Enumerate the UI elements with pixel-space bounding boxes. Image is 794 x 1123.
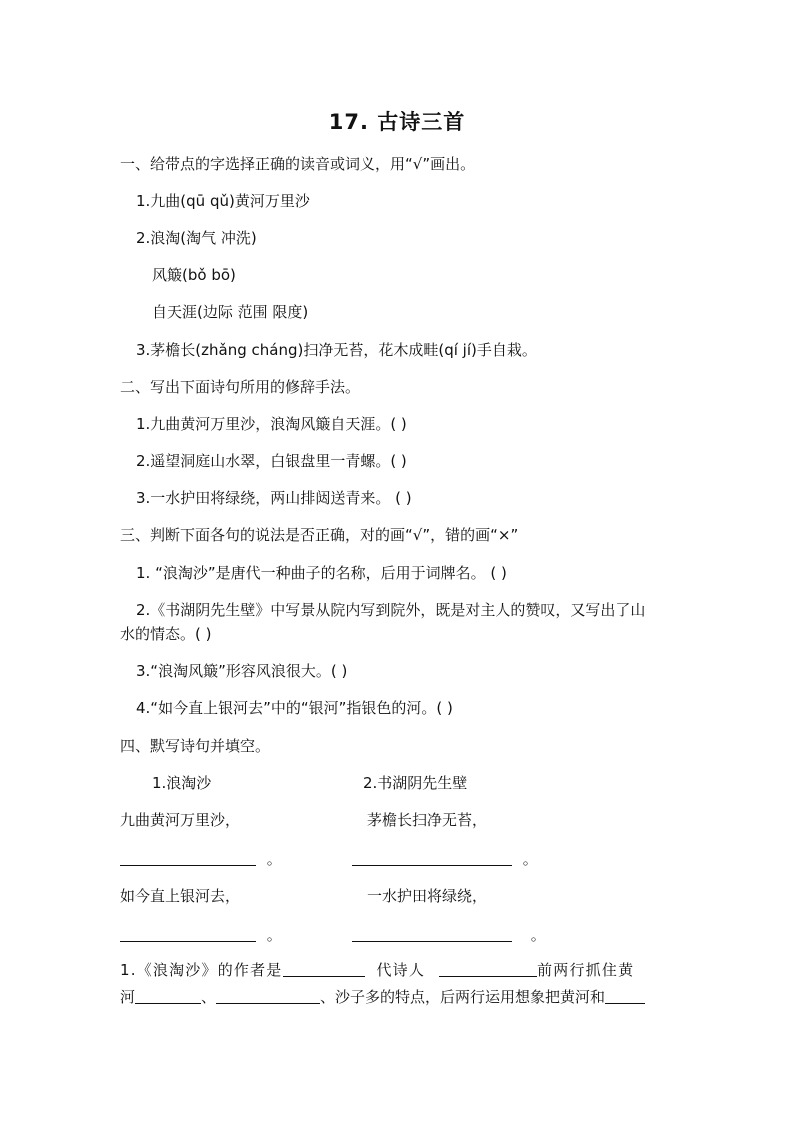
poem1-line2: 如今直上银河去，: [120, 887, 241, 905]
section2-item-1: 1.九曲黄河万里沙，浪淘风簸自天涯。( ): [136, 415, 407, 433]
section3-item-3: 3.“浪淘风簸”形容风浪很大。( ): [136, 662, 348, 680]
poem1-line1: 九曲黄河万里沙，: [120, 811, 241, 829]
answer-blank[interactable]: [135, 987, 201, 1004]
question1-line1: [120, 960, 634, 980]
section2-item-3: 3.一水护田将绿绕，两山排闼送青来。 ( ): [136, 489, 412, 507]
answer-blank[interactable]: [605, 987, 645, 1004]
question1-text: 1.《浪淘沙》的作者是: [120, 961, 283, 979]
poem1-fill-2: [120, 925, 282, 945]
section2-item-2: 2.遥望洞庭山水翠，白银盘里一青螺。( ): [136, 452, 407, 470]
poem2-line1: 茅檐长扫净无苔，: [367, 811, 488, 829]
poem2-fill-2: [352, 925, 546, 945]
period: 。: [522, 850, 538, 868]
poem2-title: 2.书湖阴先生壁: [363, 774, 468, 792]
section1-item-4: 自天涯(边际 范围 限度): [152, 303, 309, 321]
section3-item-1: 1. “浪淘沙”是唐代一种曲子的名称，后用于词牌名。 ( ): [136, 564, 507, 582]
section1-item-2: 2.浪淘(淘气 冲洗): [136, 229, 257, 247]
period: 。: [530, 926, 546, 944]
question1-text: 代诗人: [376, 961, 426, 979]
answer-blank[interactable]: [120, 925, 256, 942]
period: 。: [266, 926, 282, 944]
question1-text: 、沙子多的特点，后两行运用想象把黄河和: [320, 988, 606, 1006]
section3-heading: 三、判断下面各句的说法是否正确，对的画“√”，错的画“×”: [120, 526, 519, 544]
section1-item-1: 1.九曲(qū qǔ)黄河万里沙: [136, 192, 310, 210]
section3-item-4: 4.“如今直上银河去”中的“银河”指银色的河。( ): [136, 699, 453, 717]
question1-text: 河: [120, 988, 136, 1006]
section4-heading: 四、默写诗句并填空。: [120, 737, 271, 755]
section1-item-5: 3.茅檐长(zhǎng cháng)扫净无苔，花木成畦(qí jí)手自栽。: [136, 341, 537, 359]
answer-blank[interactable]: [120, 849, 256, 866]
section1-item-3: 风簸(bǒ bō): [152, 266, 236, 284]
answer-blank[interactable]: [216, 987, 320, 1004]
poem1-fill-1: [120, 849, 282, 869]
section3-item-2: 2.《书湖阴先生壁》中写景从院内写到院外，既是对主人的赞叹，又写出了山: [136, 601, 646, 619]
poem2-fill-1: [352, 849, 538, 869]
answer-blank[interactable]: [439, 960, 537, 977]
page-title: 17. 古诗三首: [328, 110, 466, 134]
poem2-line2: 一水护田将绿绕，: [367, 887, 488, 905]
answer-blank[interactable]: [352, 925, 512, 942]
question1-line2: [120, 987, 645, 1007]
answer-blank[interactable]: [352, 849, 512, 866]
answer-blank[interactable]: [283, 960, 365, 977]
poem1-title: 1.浪淘沙: [152, 774, 212, 792]
section1-heading: 一、给带点的字选择正确的读音或词义，用“√”画出。: [120, 155, 476, 173]
section3-item-2-cont: 水的情态。( ): [120, 625, 212, 643]
section2-heading: 二、写出下面诗句所用的修辞手法。: [120, 378, 361, 396]
question1-text: 、: [201, 988, 217, 1006]
period: 。: [266, 850, 282, 868]
question1-text: 前两行抓住黄: [537, 961, 635, 979]
